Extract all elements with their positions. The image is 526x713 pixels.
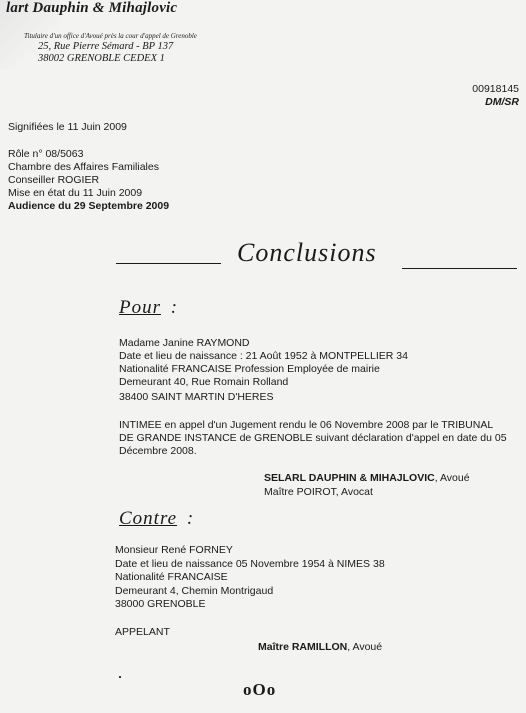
pour-birth: Date et lieu de naissance : 21 Août 1952 à MONTPELLIER 34 [119, 350, 408, 362]
pour-avocat: Maître POIROT, Avocat [264, 486, 373, 498]
pour-avoue-name: SELARL DAUPHIN & MIHAJLOVIC [264, 472, 435, 484]
contre-avoue-suffix: , Avoué [347, 641, 383, 653]
intimee-line2: DE GRANDE INSTANCE de GRENOBLE suivant déclaration d'appel en date du 05 [119, 432, 507, 444]
audience-date: Audience du 29 Septembre 2009 [8, 200, 170, 212]
contre-avoue [258, 641, 382, 654]
contre-birth: Date et lieu de naissance 05 Novembre 1954 à NIMES 38 [115, 558, 385, 570]
pour-heading [119, 297, 178, 319]
chamber: Chambre des Affaires Familiales [8, 161, 159, 173]
mise-en-etat: Mise en état du 11 Juin 2009 [8, 187, 143, 199]
title-rule-right [402, 268, 517, 269]
role-number: Rôle n° 08/5063 [8, 148, 84, 160]
document-title: Conclusions [237, 238, 377, 267]
intimee-line3: Décembre 2008. [119, 445, 197, 457]
pour-label: Pour [119, 297, 161, 318]
contre-label: Contre [119, 508, 178, 529]
pour-avoue-suffix: , Avoué [434, 472, 470, 484]
intimee-line1: INTIMEE en appel d'un Jugement rendu le 06 Novembre 2008 par le TRIBUNAL [119, 419, 494, 431]
signified-date: Signifiées le 11 Juin 2009 [8, 121, 127, 133]
pour-address-line1: Demeurant 40, Rue Romain Rolland [119, 376, 289, 388]
firm-address-line2: 38002 GRENOBLE CEDEX 1 [38, 53, 165, 64]
pour-colon: : [170, 297, 179, 318]
stray-dot [119, 676, 121, 678]
firm-address-line1: 25, Rue Pierre Sémard - BP 137 [38, 41, 174, 52]
contre-name: Monsieur René FORNEY [115, 544, 233, 556]
contre-address-line2: 38000 GRENOBLE [115, 598, 206, 610]
reference-number: 00918145 [472, 83, 519, 95]
pour-address-line2: 38400 SAINT MARTIN D'HERES [119, 391, 274, 403]
appelant-label: APPELANT [115, 626, 170, 638]
contre-avoue-name: Maître RAMILLON [258, 641, 348, 653]
contre-nationality: Nationalité FRANCAISE [115, 571, 228, 583]
firm-name: lart Dauphin & Mihajlovic [6, 0, 178, 16]
contre-heading [119, 508, 194, 530]
reference-initials: DM/SR [485, 96, 519, 108]
firm-subtitle: Titulaire d'un office d'Avoué près la cour d'appel de Grenoble [24, 32, 197, 40]
pour-avoue [264, 472, 470, 485]
pour-name: Madame Janine RAYMOND [119, 337, 250, 349]
title-rule-left [116, 263, 221, 264]
counsel: Conseiller ROGIER [8, 174, 100, 186]
pour-nationality: Nationalité FRANCAISE Profession Employée de mairie [119, 363, 380, 375]
contre-colon: : [186, 508, 195, 529]
contre-address-line1: Demeurant 4, Chemin Montrigaud [115, 585, 274, 597]
end-mark: oOo [243, 680, 277, 699]
